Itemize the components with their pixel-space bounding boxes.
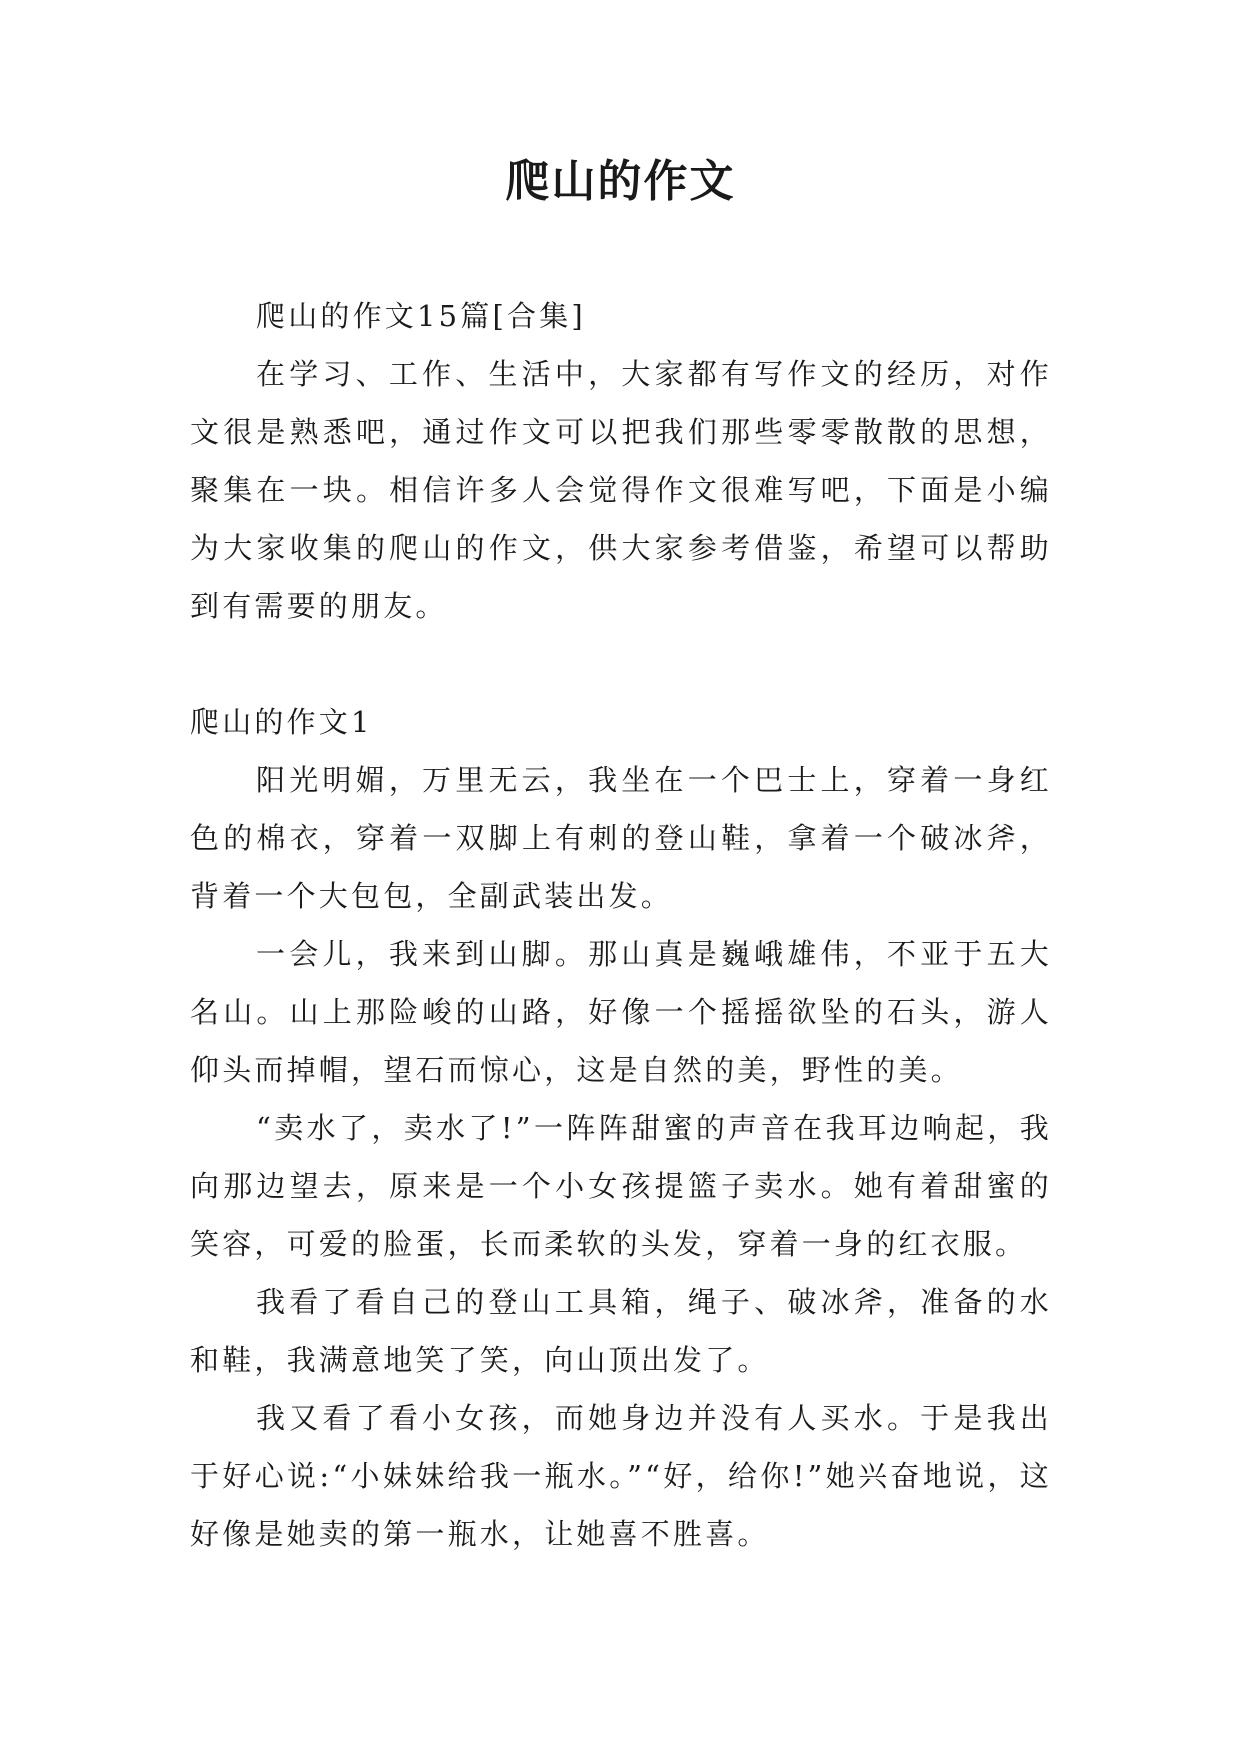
document-title: 爬山的作文 [505, 156, 736, 207]
essay-1-paragraph: “卖水了，卖水了!”一阵阵甜蜜的声音在我耳边响起，我向那边望去，原来是一个小女孩提篮子卖水。她有着甜蜜的笑容，可爱的脸蛋，长而柔软的头发，穿着一身的红衣服。 [190, 1111, 1052, 1261]
document-body [190, 287, 1052, 1563]
intro-heading: 爬山的作文15篇[合集] [256, 299, 586, 333]
essay-1-heading: 爬山的作文1 [190, 705, 373, 739]
intro-paragraph: 在学习、工作、生活中，大家都有写作文的经历，对作文很是熟悉吧，通过作文可以把我们那些零零散散的思想，聚集在一块。相信许多人会觉得作文很难写吧，下面是小编为大家收集的爬山的作文，供大家参考借鉴，希望可以帮助到有需要的朋友。 [190, 357, 1052, 623]
essay-1-paragraph: 一会儿，我来到山脚。那山真是巍峨雄伟，不亚于五大名山。山上那险峻的山路，好像一个摇摇欲坠的石头，游人仰头而掉帽，望石而惊心，这是自然的美，野性的美。 [190, 937, 1052, 1087]
essay-1-paragraph: 我又看了看小女孩，而她身边并没有人买水。于是我出于好心说:“小妹妹给我一瓶水。”“好，给你!”她兴奋地说，这好像是她卖的第一瓶水，让她喜不胜喜。 [190, 1401, 1052, 1551]
essay-1-paragraph: 阳光明媚，万里无云，我坐在一个巴士上，穿着一身红色的棉衣，穿着一双脚上有刺的登山鞋，拿着一个破冰斧，背着一个大包包，全副武装出发。 [190, 763, 1052, 913]
essay-1-paragraph: 我看了看自己的登山工具箱，绳子、破冰斧，准备的水和鞋，我满意地笑了笑，向山顶出发了。 [190, 1285, 1052, 1377]
